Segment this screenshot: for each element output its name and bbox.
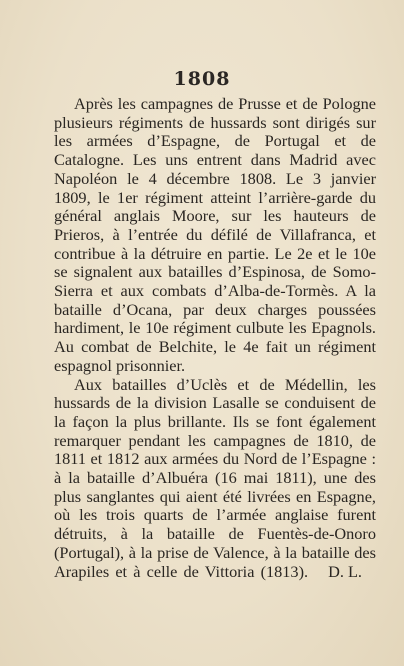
paragraph-2 xyxy=(54,376,376,582)
body-text xyxy=(54,95,376,581)
section-heading: 1808 xyxy=(173,68,231,90)
author-signature: D. L. xyxy=(328,561,362,581)
paragraph-1: Après les campagnes de Prusse et de Pologne plusieurs régiments de hussards sont dirigés sur les armées d’Espagne, de Portugal et de Catalogne. Les uns entrent dans Madrid avec Napoléon le 4 décembre 1808. Le 3 janvier 1809, le 1er régiment atteint l’arrière-garde du général anglais Moore, sur les hauteurs de Prieros, à l’entrée du défilé de Villafranca, et contribue à la détruire en partie. Le 2e et le 10e se signalent aux batailles d’Espinosa, de Somo-Sierra et aux combats d’Alba-de-Tormès. A la bataille d’Ocana, par deux charges poussées hardiment, le 10e régiment culbute les Epagnols. Au combat de Belchite, le 4e fait un régiment espagnol prisonnier. xyxy=(54,94,376,375)
paragraph-2-text: Aux batailles d’Uclès et de Médellin, les hussards de la division Lasalle se conduisent de la façon la plus brillante. Ils se font également remarquer pendant les campagnes de 1810, de 1811 et 1812 aux armées du Nord de l’Espagne : à la bataille d’Albuéra (16 mai 1811), une des plus sanglantes qui aient été livrées en Espagne, où les trois quarts de l’armée anglaise furent détruits, à la bataille de Fuentès-de-Onoro (Portugal), à la prise de Valence, à la bataille des Arapiles et à celle de Vittoria (1813). xyxy=(54,374,376,581)
